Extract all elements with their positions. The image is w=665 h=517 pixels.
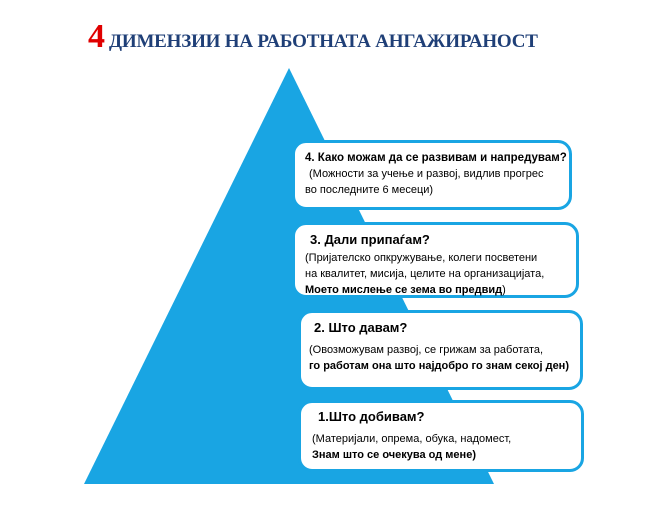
level-3-box (292, 222, 579, 298)
level-1-text-line-1: (Материјали, опрема, обука, надомест, (312, 433, 512, 445)
level-3-text-line-1: (Пријателско опкружување, колеги посветени (305, 252, 538, 264)
level-2-heading: 2. Што давам? (314, 320, 408, 335)
level-2-text-line-2: го работам она што најдобро го знам секој ден) (309, 360, 569, 372)
title-text: ДИМЕНЗИИ НА РАБОТНАТА АНГАЖИРАНОСТ (109, 31, 538, 52)
level-2-text-line-1: (Овозможувам развој, се грижам за работата, (309, 344, 544, 356)
level-3-text-line-2: на квалитет, мисија, целите на организацијата, (305, 268, 545, 280)
level-4-text-line-1: (Можности за учење и развој, видлив прогрес (309, 168, 544, 180)
level-4-box (292, 140, 572, 210)
level-3-heading: 3. Дали припаѓам? (310, 232, 430, 247)
level-3-bold-text: Моето мислење се зема во предвид (305, 284, 503, 296)
level-1-text-line-2: Знам што се очекува од мене) (312, 449, 476, 461)
level-1-box (298, 400, 584, 472)
level-4-text-line-2: во последните 6 месеци) (305, 184, 434, 196)
level-3-closing-paren: ) (502, 284, 506, 296)
title-number: 4 (88, 18, 105, 55)
level-3-text-line-3 (305, 282, 576, 298)
level-1-heading: 1.Што добивам? (318, 409, 425, 424)
level-4-heading: 4. Како можам да се развивам и напредувам? (305, 152, 567, 164)
level-2-box (298, 310, 583, 390)
